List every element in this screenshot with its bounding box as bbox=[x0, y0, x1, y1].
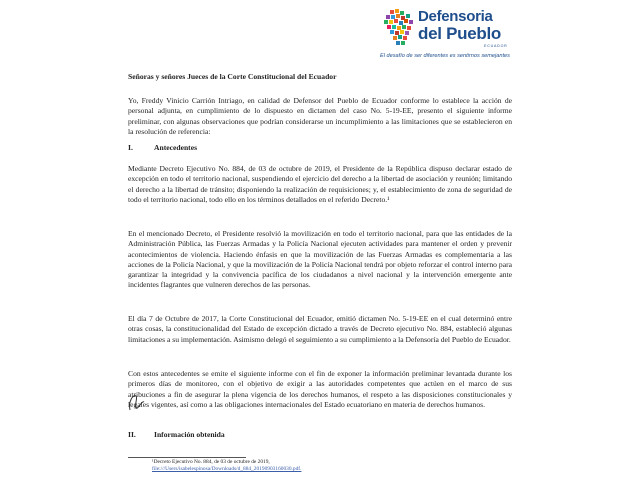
paragraph-movilizacion: En el mencionado Decreto, el Presidente resolvió la movilización en todo el territorio nacional, para que las entidades de la Administración Pública, las Fuerzas Armadas y la Policía Nacional ejecuten actividades para mantener el orden y prevenir acontecimientos de violencia. Haciendo énfasis en que la movilización de las Fuerzas Armadas es complementaria a las acciones de la Policía Nacional, y que la movilización de la Policía Nacional tendrá por objeto reforzar el control interno para garantizar la integridad y la convivencia pacífica de los ciudadanos a nivel nacional y la intervención emergente ante incidentes flagrantes que vulneren derechos de las personas. bbox=[128, 229, 512, 290]
footnote bbox=[152, 459, 452, 473]
section-number: I. bbox=[128, 143, 133, 152]
salutation: Señoras y señores Jueces de la Corte Constitucional del Ecuador bbox=[128, 72, 337, 81]
intro-paragraph: Yo, Freddy Vinicio Carrión Intriago, en calidad de Defensor del Pueblo de Ecuador conforme lo establece la acción de personal adjunta, en cumplimiento de lo dispuesto en dictamen del caso No. 5-19-EE, presento el siguiente informe preliminar, con algunas observaciones que podrían considerarse un incumplimiento a las limitaciones que se establecieron en la resolución de referencia: bbox=[128, 96, 512, 136]
section-title: Información obtenida bbox=[154, 430, 225, 439]
footnote-divider bbox=[128, 457, 246, 458]
paragraph-informe: Con estos antecedentes se emite el siguiente informe con el fin de exponer la información preliminar levantada durante los primeros días de monitoreo, con el objetivo de exigir a las autoridades competentes que actúen en el marco de sus atribuciones a fin de asegurar la plena vigencia de los derechos humanos, el respeto a las disposiciones constitucionales y legales vigentes, así como a las obligaciones internacionales del Estado ecuatoriano en materia de derechos humanos. bbox=[128, 369, 512, 409]
section-number: II. bbox=[128, 430, 136, 439]
handwritten-initials bbox=[124, 390, 150, 416]
paragraph-dictamen: El día 7 de Octubre de 2017, la Corte Constitucional del Ecuador, emitió dictamen No. 5-19-EE en el cual determinó entre otras cosas, la constitucionalidad del Estado de excepción dictado a través de Decreto ejecutivo No. 884, estableció algunas limitaciones a su implementación. Asimismo delegó el seguimiento a su cumplimiento a la Defensoría del Pueblo de Ecuador. bbox=[128, 314, 512, 344]
logo-tagline: El desafío de ser diferentes es sentirnos semejantes bbox=[380, 53, 510, 59]
logo-title-line1: Defensoria bbox=[418, 8, 493, 25]
defensoria-logo bbox=[372, 4, 522, 62]
paragraph-decreto: Mediante Decreto Ejecutivo No. 884, de 03 de octubre de 2019, el Presidente de la República dispuso declarar estado de excepción en todo el territorio nacional, suspendiendo el ejercicio del derecho a la libertad de asociación y reunión; limitando el derecho a la libertad de tránsito; disponiendo la realización de requisiciones; y, el establecimiento de zona de seguridad de todo el territorio nacional, todo ello en los términos detallados en el referido Decreto.¹ bbox=[128, 164, 512, 204]
section-heading-informacion bbox=[128, 430, 512, 440]
logo-people-mosaic-icon bbox=[372, 4, 420, 52]
logo-country: ECUADOR bbox=[484, 44, 508, 48]
logo-title-line2: del Pueblo bbox=[418, 24, 501, 43]
footnote-link[interactable]: file:///Users/isabelespinosa/Downloads/d_884_20190903160030.pdf. bbox=[152, 466, 302, 473]
section-title: Antecedentes bbox=[154, 143, 198, 152]
footnote-text: ¹Decreto Ejecutivo No. 884, de 03 de octubre de 2019, bbox=[152, 459, 270, 465]
section-heading-antecedentes bbox=[128, 143, 512, 153]
